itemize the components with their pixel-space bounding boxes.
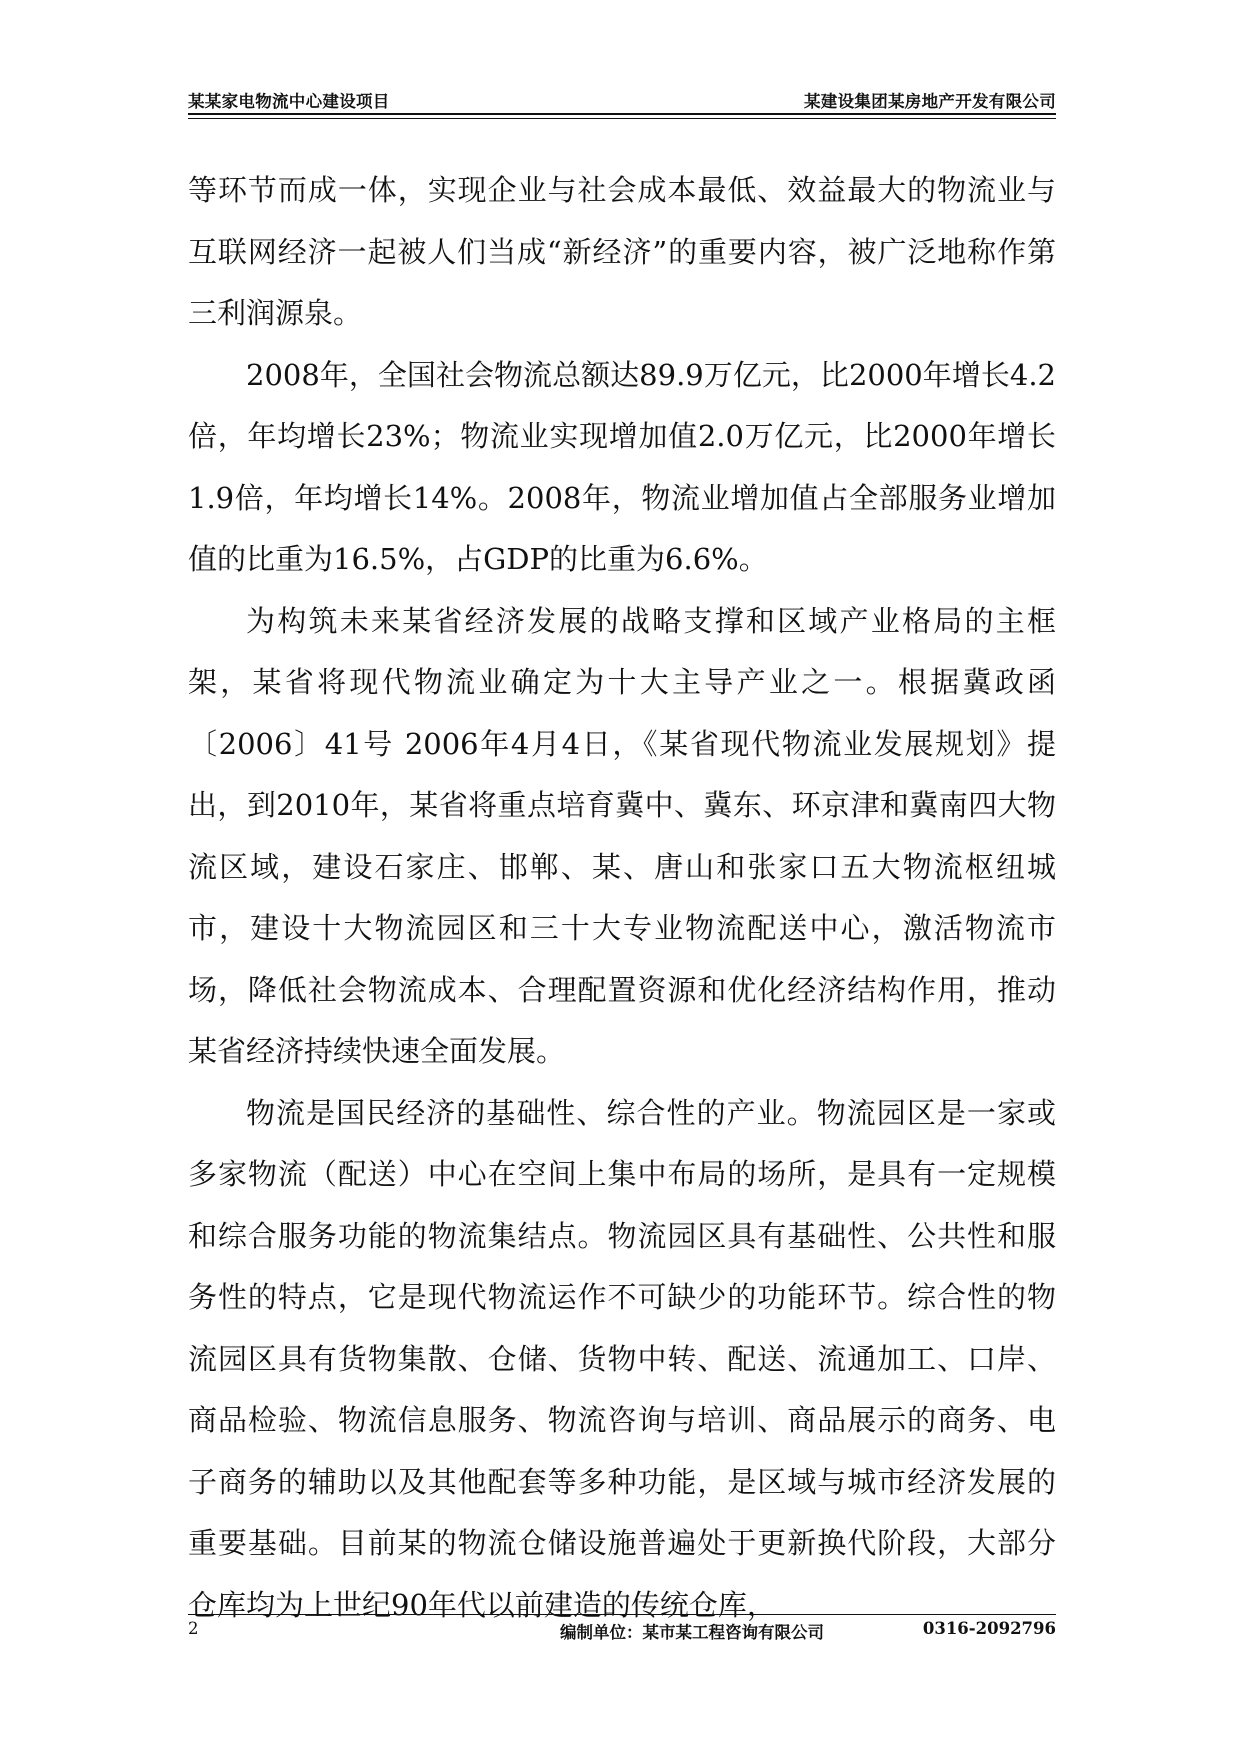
footer-rule — [188, 1614, 1056, 1615]
page-footer — [188, 1619, 1056, 1643]
header-company-name: 某建设集团某房地产开发有限公司 — [804, 92, 1056, 111]
paragraph-provincial-plan: 为构筑未来某省经济发展的战略支撑和区域产业格局的主框架，某省将现代物流业确定为十大主导产业之一。根据冀政函〔2006〕41号 2006年4月4日，《某省现代物流业发展规划》提出，到2010年，某省将重点培育冀中、冀东、环京津和冀南四大物流区域，建设石家庄、邯郸、某、唐山和张家口五大物流枢纽城市，建设十大物流园区和三十大专业物流配送中心，激活物流市场，降低社会物流成本、合理配置资源和优化经济结构作用，推动某省经济持续快速全面发展。 — [188, 603, 1056, 1068]
footer-company: 编制单位：某市某工程咨询有限公司 — [560, 1623, 824, 1642]
header-rule-thin — [188, 118, 1056, 119]
footer-phone: 0316-2092796 — [922, 1619, 1056, 1638]
paragraph-logistics-park: 物流是国民经济的基础性、综合性的产业。物流园区是一家或多家物流（配送）中心在空间上集中布局的场所，是具有一定规模和综合服务功能的物流集结点。物流园区具有基础性、公共性和服务性的特点，它是现代物流运作不可缺少的功能环节。综合性的物流园区具有货物集散、仓储、货物中转、配送、流通加工、口岸、商品检验、物流信息服务、物流咨询与培训、商品展示的商务、电子商务的辅助以及其他配套等多种功能，是区域与城市经济发展的重要基础。目前某的物流仓储设施普遍处于更新换代阶段，大部分仓库均为上世纪90年代以前建造的传统仓库， — [188, 1095, 1056, 1622]
page-number: 2 — [188, 1619, 199, 1638]
paragraph-continuation: 等环节而成一体，实现企业与社会成本最低、效益最大的物流业与互联网经济一起被人们当成“新经济”的重要内容，被广泛地称作第三利润源泉。 — [188, 173, 1056, 330]
header-rule-thick — [188, 113, 1056, 115]
paragraph-logistics-statistics: 2008年，全国社会物流总额达89.9万亿元，比2000年增长4.2倍，年均增长23%；物流业实现增加值2.0万亿元，比2000年增长1.9倍，年均增长14%。2008年，物流业增加值占全部服务业增加值的比重为16.5%，占GDP的比重为6.6%。 — [188, 357, 1056, 576]
header-project-title: 某某家电物流中心建设项目 — [188, 92, 390, 111]
body-text — [188, 160, 1056, 1636]
page-header — [188, 82, 1056, 112]
